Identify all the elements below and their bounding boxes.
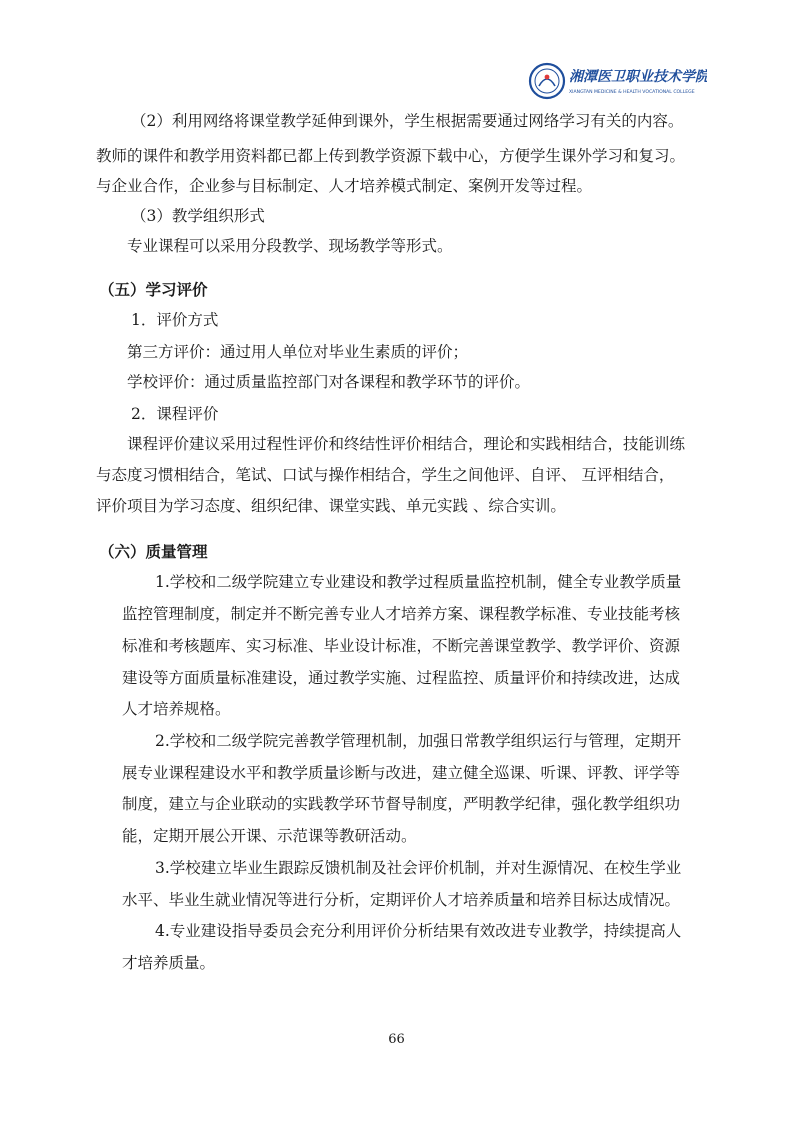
paragraph-line: 课程评价建议采用过程性评价和终结性评价相结合，理论和实践相结合，技能训练 bbox=[127, 435, 686, 453]
page-number: 66 bbox=[388, 1032, 405, 1047]
section-heading: （五）学习评价 bbox=[99, 281, 208, 299]
paragraph-line: 3.学校建立毕业生跟踪反馈机制及社会评价机制，并对生源情况、在校生学业 bbox=[155, 859, 682, 877]
subsection-title: （3）教学组织形式 bbox=[131, 207, 265, 225]
paragraph-line: 能，定期开展公开课、示范课等教研活动。 bbox=[122, 827, 417, 845]
paragraph-line: 建设等方面质量标准建设，通过教学实施、过程监控、质量评价和持续改进，达成 bbox=[122, 669, 681, 687]
paragraph-line: 评价项目为学习态度、组织纪律、课堂实践、单元实践 、综合实训。 bbox=[96, 497, 566, 515]
paragraph-line: 制度，建立与企业联动的实践教学环节督导制度，严明教学纪律，强化教学组织功 bbox=[122, 795, 681, 813]
college-logo bbox=[527, 60, 707, 102]
paragraph-line: 1.学校和二级学院建立专业建设和教学过程质量监控机制，健全专业教学质量 bbox=[155, 573, 682, 591]
paragraph-line: 教师的课件和教学用资料都已都上传到教学资源下载中心，方便学生课外学习和复习。 bbox=[96, 147, 686, 165]
logo-name: 湘潭医卫职业技术学院 bbox=[569, 69, 707, 85]
paragraph-line: 学校评价：通过质量监控部门对各课程和教学环节的评价。 bbox=[127, 373, 531, 391]
paragraph-line: 4.专业建设指导委员会充分利用评价分析结果有效改进专业教学，持续提高人 bbox=[155, 922, 682, 940]
paragraph-line: 展专业课程建设水平和教学质量诊断与改进，建立健全巡课、听课、评教、评学等 bbox=[122, 764, 681, 782]
paragraph-line: 与态度习惯相结合，笔试、口试与操作相结合，学生之间他评、自评、 互评相结合， bbox=[96, 466, 675, 484]
paragraph-line: 水平、毕业生就业情况等进行分析，定期评价人才培养质量和培养目标达成情况。 bbox=[122, 891, 681, 909]
section-heading: （六）质量管理 bbox=[99, 543, 208, 561]
paragraph-line: （2）利用网络将课堂教学延伸到课外，学生根据需要通过网络学习有关的内容。 bbox=[131, 112, 684, 130]
paragraph-line: 才培养质量。 bbox=[122, 954, 216, 972]
paragraph-line: 第三方评价：通过用人单位对毕业生素质的评价； bbox=[127, 343, 469, 361]
paragraph-line: 专业课程可以采用分段教学、现场教学等形式。 bbox=[127, 237, 453, 255]
subsection-title: 1．评价方式 bbox=[131, 311, 219, 329]
paragraph-line: 人才培养规格。 bbox=[122, 700, 231, 718]
logo-english: XIANGTAN MEDICINE & HEALTH VOCATIONAL COLLEGE bbox=[569, 90, 695, 95]
paragraph-line: 标准和考核题库、实习标准、毕业设计标准，不断完善课堂教学、教学评价、资源 bbox=[122, 637, 681, 655]
school-emblem-icon bbox=[527, 60, 707, 102]
subsection-title: 2．课程评价 bbox=[131, 405, 219, 423]
paragraph-line: 监控管理制度，制定并不断完善专业人才培养方案、课程教学标准、专业技能考核 bbox=[122, 605, 681, 623]
paragraph-line: 与企业合作，企业参与目标制定、人才培养模式制定、案例开发等过程。 bbox=[96, 177, 593, 195]
paragraph-line: 2.学校和二级学院完善教学管理机制，加强日常教学组织运行与管理，定期开 bbox=[155, 732, 682, 750]
